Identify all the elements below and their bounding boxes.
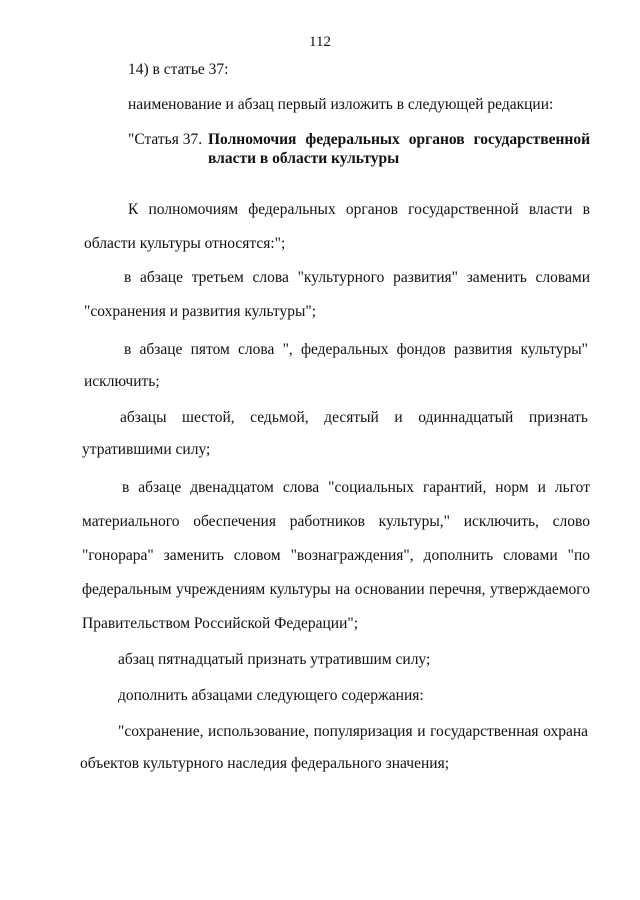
article-number: "Статья 37. [128,131,203,148]
paragraph-5-line-1: в абзаце двенадцатом слова "социальных гарантий, норм и льгот [122,479,590,496]
paragraph-4-line-1: абзацы шестой, седьмой, десятый и одиннадцатый признать [120,409,588,426]
paragraph-7: дополнить абзацами следующего содержания: [118,687,424,704]
article-title-line-1: Полномочия федеральных органов государственной [208,131,590,148]
paragraph-3-line-1: в абзаце пятом слова ", федеральных фондов развития культуры" [124,341,588,358]
article-title-line-2: власти в области культуры [208,150,400,167]
paragraph-5-line-4: федеральным учреждениям культуры на основании перечня, утверждаемого [82,581,590,598]
paragraph-2-line-1: в абзаце третьем слова "культурного развития" заменить словами [124,269,590,286]
paragraph-1-line-2: области культуры относятся:"; [84,235,286,252]
item-heading: 14) в статье 37: [128,61,229,78]
paragraph-1-line-1: К полномочиям федеральных органов государственной власти в [128,201,590,218]
paragraph-2-line-2: "сохранения и развития культуры"; [84,303,317,320]
paragraph-5-line-3: "гонорара" заменить словом "вознаграждения", дополнить словами "по [82,547,590,564]
intro-line: наименование и абзац первый изложить в следующей редакции: [128,96,554,113]
quote-line-2: объектов культурного наследия федерального значения; [80,755,450,772]
paragraph-4-line-2: утратившими силу; [82,441,211,458]
page-number: 112 [309,34,331,50]
paragraph-5-line-5: Правительством Российской Федерации"; [82,615,358,632]
paragraph-5-line-2: материального обеспечения работников культуры," исключить, слово [82,513,590,530]
paragraph-6: абзац пятнадцатый признать утратившим силу; [118,651,431,668]
quote-line-1: "сохранение, использование, популяризация и государственная охрана [118,723,588,740]
paragraph-3-line-2: исключить; [84,373,160,390]
article-label [128,130,202,150]
